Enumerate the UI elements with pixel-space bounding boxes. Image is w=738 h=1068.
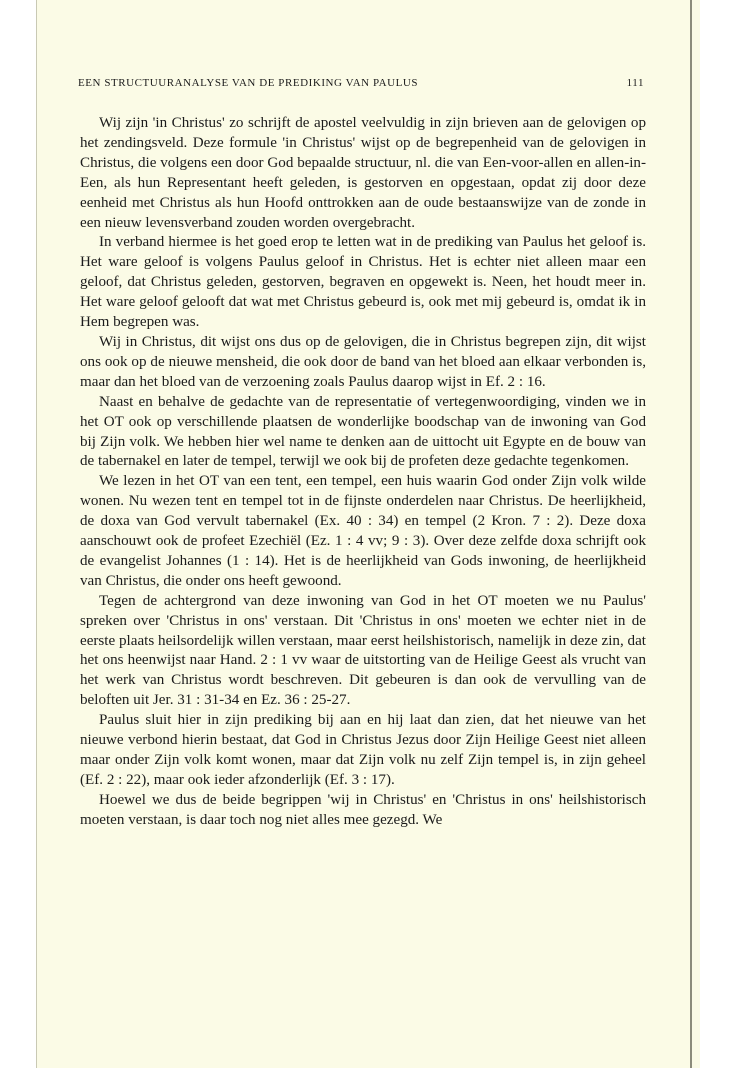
running-head-title: EEN STRUCTUURANALYSE VAN DE PREDIKING VAN PAULUS [78, 77, 419, 89]
page-left-edge [36, 0, 37, 1068]
running-head [78, 77, 644, 95]
paragraph: Tegen de achtergrond van deze inwoning van God in het OT moeten we nu Paulus' spreken over 'Christus in ons' verstaan. Dit 'Christus in ons' moeten we echter niet in de eerste plaats heilsordelijk willen verstaan, maar eerst heilshistorisch, namelijk in deze zin, dat het ons heenwijst naar Hand. 2 : 1 vv waar de uitstorting van de Heilige Geest als vrucht van het werk van Christus wordt beschreven. Dit gebeuren is dan ook de vervulling van de beloften uit Jer. 31 : 31-34 en Ez. 36 : 25-27. [80, 592, 646, 709]
paragraph: Hoewel we dus de beide begrippen 'wij in Christus' en 'Christus in ons' heilshistorisch moeten verstaan, is daar toch nog niet alles mee gezegd. We [80, 791, 646, 828]
paragraph: Naast en behalve de gedachte van de representatie of vertegenwoordiging, vinden we in het OT ook op verschillende plaatsen de wonderlijke boodschap van de inwoning van God bij Zijn volk. We hebben hier wel name te denken aan de uittocht uit Egypte en de bouw van de tabernakel en later de tempel, terwijl we ook bij de profeten deze gedachte tegenkomen. [80, 393, 646, 470]
paragraph: In verband hiermee is het goed erop te letten wat in de prediking van Paulus het geloof is. Het ware geloof is volgens Paulus geloof in Christus. Het is echter niet alleen maar een geloof, dat Christus geleden, gestorven, begraven en opgewekt is. Neen, het houdt meer in. Het ware geloof gelooft dat wat met Christus gebeurd is, ook met mij gebeurd is, omdat ik in Hem begrepen was. [80, 234, 646, 331]
body-text [80, 114, 646, 831]
paragraph: Wij zijn 'in Christus' zo schrijft de apostel veelvuldig in zijn brieven aan de gelovigen op het zendingsveld. Deze formule 'in Christus' wijst op de begrepenheid van de gelovigen in Christus, die volgens een door God bepaalde structuur, nl. die van Een-voor-allen en allen-in-Een, als hun Representant heeft geleden, is gestorven en opgestaan, opdat zij door deze eenheid met Christus als hun Hoofd onttrokken aan de oude bestaanswijze van de zonde in een nieuw levensverband zouden worden overgebracht. [80, 115, 646, 231]
paragraph: Paulus sluit hier in zijn prediking bij aan en hij laat dan zien, dat het nieuwe van het nieuwe verbond hierin bestaat, dat God in Christus Jezus door Zijn Heilige Geest niet alleen maar onder Zijn volk komt wonen, maar dat Zijn volk nu zelf Zijn tempel is, in zijn geheel (Ef. 2 : 22), maar ook ieder afzonderlijk (Ef. 3 : 17). [80, 712, 646, 788]
page-right-edge [690, 0, 692, 1068]
paragraph: We lezen in het OT van een tent, een tempel, een huis waarin God onder Zijn volk wilde wonen. Nu wezen tent en tempel tot in de fijnste onderdelen naar Christus. De heerlijkheid, de doxa van God vervult tabernakel (Ex. 40 : 34) en tempel (2 Kron. 7 : 2). Deze doxa aanschouwt ook de profeet Ezechiël (Ez. 1 : 4 vv; 9 : 3). Over deze zelfde doxa schrijft ook de evangelist Johannes (1 : 14). Het is de heerlijkheid van Gods inwoning, de heerlijkheid van Christus, die onder ons heeft gewoond. [80, 473, 646, 589]
page-number: 111 [626, 77, 644, 89]
paragraph: Wij in Christus, dit wijst ons dus op de gelovigen, die in Christus begrepen zijn, dit wijst ons ook op de nieuwe mensheid, die ook door de band van het bloed aan elkaar verbonden is, maar dan het bloed van de verzoening zoals Paulus daarop wijst in Ef. 2 : 16. [80, 333, 646, 390]
